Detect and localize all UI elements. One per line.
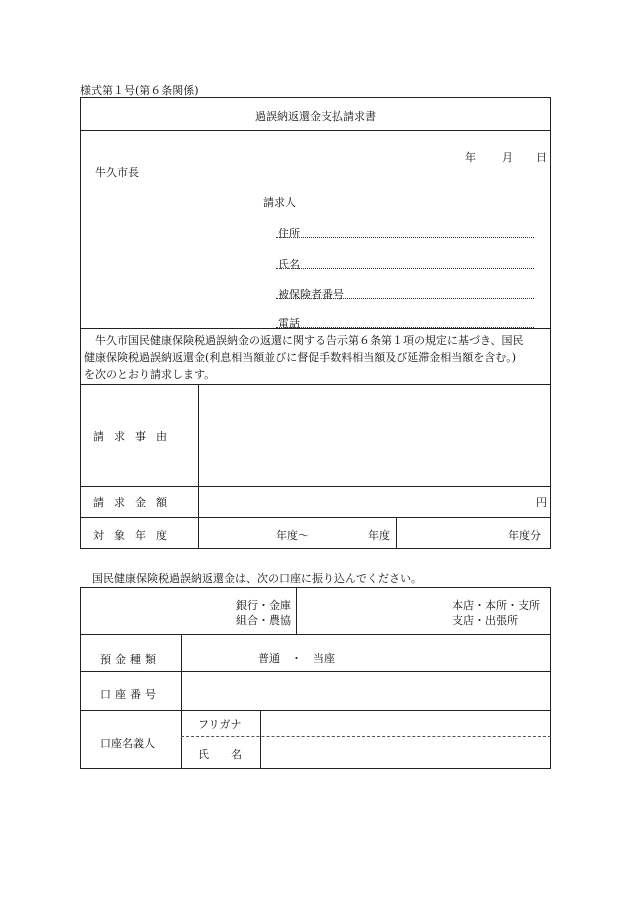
- phone-label: 電話: [278, 317, 300, 330]
- reason-divider: [80, 486, 551, 487]
- statement-divider: [80, 384, 551, 385]
- addressee: 牛久市長: [95, 166, 139, 179]
- claimant-divider: [80, 328, 551, 329]
- furigana-field[interactable]: [263, 712, 549, 734]
- account-holder-label: 口座名義人: [100, 737, 155, 750]
- amount-unit: 円: [536, 496, 547, 509]
- furigana-label: フリガナ: [198, 718, 242, 731]
- holder-name-label: 氏 名: [198, 748, 242, 761]
- bank-instruction: 国民健康保険税過誤納返還金は、次の口座に振り込んでください。: [92, 572, 422, 585]
- claim-table-col-divider: [198, 384, 199, 549]
- furigana-divider: [181, 736, 551, 737]
- reason-field[interactable]: [200, 386, 549, 484]
- fiscal-year-label: 対象年度: [93, 529, 177, 542]
- account-holder-inner-divider: [260, 710, 261, 769]
- bank-types-line-1: 銀行・金庫: [236, 599, 291, 612]
- account-number-field[interactable]: [184, 673, 549, 709]
- bank-table-col-divider: [181, 634, 182, 769]
- insured-number-label: 被保険者番号: [278, 288, 344, 301]
- statement-line-3: を次のとおり請求します。: [84, 368, 216, 381]
- holder-name-field[interactable]: [263, 739, 549, 767]
- form-number: 様式第１号(第６条関係): [80, 84, 199, 97]
- deposit-options[interactable]: 普通 ・ 当座: [258, 652, 335, 665]
- statement-line-1: 牛久市国民健康保険税過誤納金の返還に関する告示第６条第１項の規定に基づき、国民: [84, 334, 524, 347]
- fiscal-to-label: 年度: [368, 529, 390, 542]
- fiscal-from-label: 年度～: [276, 529, 309, 542]
- form-title: 過誤納返還金支払請求書: [255, 110, 376, 123]
- bank-row-divider: [80, 634, 551, 635]
- date-day-label: 日: [536, 151, 547, 164]
- fiscal-col-divider: [396, 517, 397, 549]
- date-month-label: 月: [502, 151, 513, 164]
- claimant-label: 請求人: [263, 196, 296, 209]
- fiscal-portion-label: 年度分: [508, 529, 541, 542]
- bank-types-line-2: 組合・農協: [236, 614, 291, 627]
- branch-types-line-2: 支店・出張所: [452, 614, 518, 627]
- reason-label: 請求事由: [93, 430, 177, 443]
- address-label: 住所: [278, 227, 300, 240]
- amount-field[interactable]: [200, 488, 530, 514]
- name-label: 氏名: [278, 258, 300, 271]
- account-number-label: 口座番号: [100, 688, 160, 701]
- branch-name-field[interactable]: [300, 589, 440, 631]
- account-number-divider: [80, 710, 551, 711]
- deposit-type-label: 預金種類: [100, 653, 160, 666]
- date-year-label: 年: [465, 151, 476, 164]
- amount-label: 請求金額: [93, 496, 177, 509]
- branch-types-line-1: 本店・本所・支所: [452, 599, 540, 612]
- name-field[interactable]: [276, 268, 534, 269]
- bank-branch-divider: [296, 587, 297, 634]
- insured-number-field[interactable]: [276, 298, 534, 299]
- deposit-divider: [80, 671, 551, 672]
- title-divider: [80, 130, 551, 131]
- statement-line-2: 健康保険税過誤納返還金(利息相当額並びに督促手数料相当額及び延滞金相当額を含む。): [84, 351, 517, 364]
- amount-divider: [80, 517, 551, 518]
- address-field[interactable]: [276, 237, 534, 238]
